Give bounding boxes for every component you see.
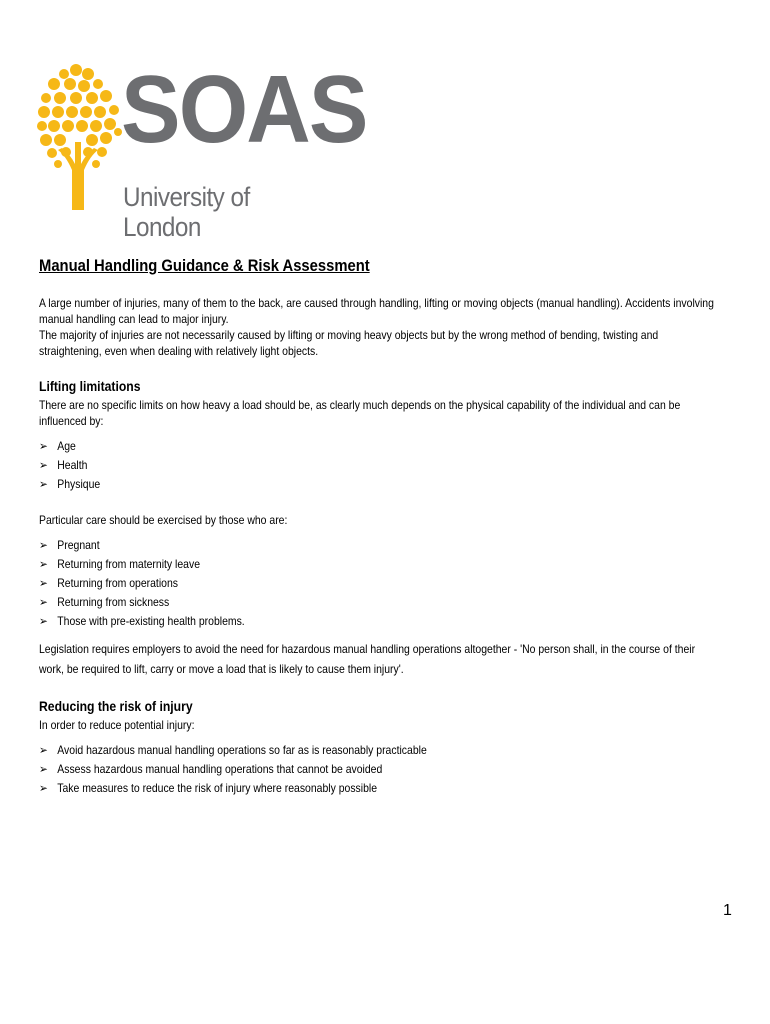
list-item: ➢ Returning from sickness: [39, 593, 719, 612]
list-item: ➢ Age: [39, 437, 719, 456]
tree-logo-icon: [36, 60, 122, 210]
arrow-bullet-icon: ➢: [39, 743, 48, 757]
document-body: [39, 255, 719, 798]
document-title: Manual Handling Guidance & Risk Assessment: [39, 256, 370, 275]
list-item: ➢ Take measures to reduce the risk of injury where reasonably possible: [39, 779, 719, 798]
page-number: 1: [723, 902, 732, 919]
section-heading-lifting: Lifting limitations: [39, 378, 141, 394]
arrow-bullet-icon: ➢: [39, 439, 48, 453]
care-text: Particular care should be exercised by those who are:: [39, 513, 288, 527]
list-item: ➢ Physique: [39, 475, 719, 494]
arrow-bullet-icon: ➢: [39, 458, 48, 472]
arrow-bullet-icon: ➢: [39, 614, 48, 628]
arrow-bullet-icon: ➢: [39, 477, 48, 491]
arrow-bullet-icon: ➢: [39, 557, 48, 571]
soas-logo: [36, 56, 367, 242]
list-item: ➢ Health: [39, 456, 719, 475]
logo-subtitle: University of London: [123, 182, 250, 242]
arrow-bullet-icon: ➢: [39, 595, 48, 609]
care-list: [39, 536, 719, 631]
list-item: ➢ Pregnant: [39, 536, 719, 555]
logo-wordmark: SOAS: [121, 56, 367, 163]
arrow-bullet-icon: ➢: [39, 538, 48, 552]
measures-list: [39, 741, 719, 798]
arrow-bullet-icon: ➢: [39, 576, 48, 590]
list-item: ➢ Returning from operations: [39, 574, 719, 593]
reducing-text: In order to reduce potential injury:: [39, 718, 195, 732]
legislation-text: Legislation requires employers to avoid the need for hazardous manual handling operations altogether - 'No person shall, in the course of their work, be required to lift, carry or move a load that is likely to cause them injury'.: [39, 642, 696, 676]
arrow-bullet-icon: ➢: [39, 762, 48, 776]
lifting-text: There are no specific limits on how heavy a load should be, as clearly much depends on the physical capability of the individual and can be influenced by:: [39, 398, 681, 428]
factors-list: [39, 437, 719, 494]
intro-paragraph-1: A large number of injuries, many of them to the back, are caused through handling, lifting or moving objects (manual handling). Accidents involving manual handling can lead to major injury.: [39, 296, 714, 326]
section-heading-reducing: Reducing the risk of injury: [39, 698, 193, 714]
list-item: ➢ Assess hazardous manual handling operations that cannot be avoided: [39, 760, 719, 779]
list-item: ➢ Avoid hazardous manual handling operations so far as is reasonably practicable: [39, 741, 719, 760]
intro-paragraph-2: The majority of injuries are not necessarily caused by lifting or moving heavy objects but by the wrong method of bending, twisting and straightening, even when dealing with relatively light objects.: [39, 328, 659, 358]
list-item: ➢ Those with pre-existing health problems.: [39, 612, 719, 631]
list-item: ➢ Returning from maternity leave: [39, 555, 719, 574]
arrow-bullet-icon: ➢: [39, 781, 48, 795]
